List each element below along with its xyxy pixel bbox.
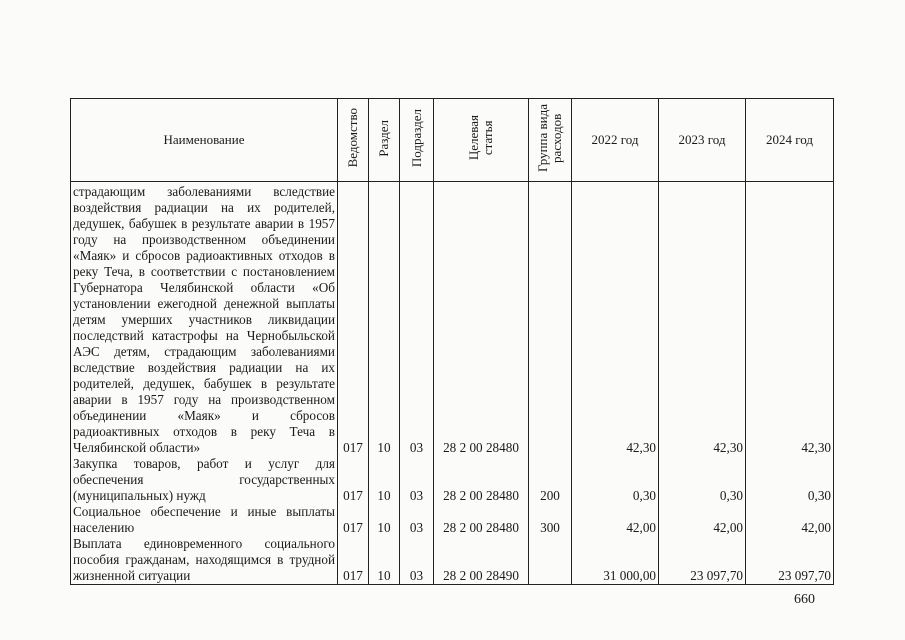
row-vedomstvo: 017 — [338, 182, 369, 457]
row-razdel: 10 — [369, 536, 400, 585]
row-value-2022: 0,30 — [572, 456, 659, 504]
header-year-2023: 2023 год — [659, 99, 746, 182]
row-vedomstvo: 017 — [338, 456, 369, 504]
row-vedomstvo: 017 — [338, 536, 369, 585]
row-value-2024: 23 097,70 — [746, 536, 834, 585]
row-razdel: 10 — [369, 182, 400, 457]
row-podrazdel: 03 — [400, 504, 434, 536]
table-row — [71, 456, 834, 504]
row-value-2023: 0,30 — [659, 456, 746, 504]
row-name: Закупка товаров, работ и услуг для обеспечения государственных (муниципальных) нужд — [71, 456, 338, 504]
table-row — [71, 536, 834, 585]
row-value-2022: 42,00 — [572, 504, 659, 536]
header-name: Наименование — [71, 99, 338, 182]
row-name: Социальное обеспечение и иные выплаты населению — [71, 504, 338, 536]
header-row — [71, 99, 834, 182]
header-razdel: Раздел — [369, 99, 400, 182]
row-gruppa — [529, 182, 572, 457]
row-gruppa: 200 — [529, 456, 572, 504]
row-value-2023: 42,30 — [659, 182, 746, 457]
header-vedomstvo: Ведомство — [338, 99, 369, 182]
header-gruppa-vida-rashodov: Группа вида расходов — [529, 99, 572, 182]
row-tselevaya-statya: 28 2 00 28480 — [434, 504, 529, 536]
row-tselevaya-statya: 28 2 00 28480 — [434, 182, 529, 457]
header-tselevaya-statya: Целевая статья — [434, 99, 529, 182]
table-row — [71, 182, 834, 457]
row-name: страдающим заболеваниями вследствие воздействия радиации на их родителей, дедушек, бабушек в результате аварии в 1957 году на производственном объединении «Маяк» и сбросов радиоактивных отходов в реку Теча, в соответствии с постановлением Губернатора Челябинской области «Об установлении ежегодной денежной выплаты детям умерших участников ликвидации последствий катастрофы на Чернобыльской АЭС детям, страдающим заболеваниями вследствие воздействия радиации на их родителей, дедушек, бабушек в результате аварии в 1957 году на производственном объединении «Маяк» и сбросов радиоактивных отходов в реку Теча в Челябинской области» — [71, 182, 338, 457]
row-podrazdel: 03 — [400, 456, 434, 504]
table-row — [71, 504, 834, 536]
row-value-2024: 42,00 — [746, 504, 834, 536]
row-value-2024: 0,30 — [746, 456, 834, 504]
page-number: 660 — [794, 592, 815, 607]
row-gruppa — [529, 536, 572, 585]
header-year-2024: 2024 год — [746, 99, 834, 182]
row-vedomstvo: 017 — [338, 504, 369, 536]
row-name: Выплата единовременного социального пособия гражданам, находящимся в трудной жизненной ситуации — [71, 536, 338, 585]
row-podrazdel: 03 — [400, 182, 434, 457]
row-tselevaya-statya: 28 2 00 28480 — [434, 456, 529, 504]
row-value-2023: 23 097,70 — [659, 536, 746, 585]
row-tselevaya-statya: 28 2 00 28490 — [434, 536, 529, 585]
budget-table — [70, 98, 834, 585]
row-value-2022: 42,30 — [572, 182, 659, 457]
row-gruppa: 300 — [529, 504, 572, 536]
header-year-2022: 2022 год — [572, 99, 659, 182]
row-razdel: 10 — [369, 456, 400, 504]
row-value-2023: 42,00 — [659, 504, 746, 536]
row-podrazdel: 03 — [400, 536, 434, 585]
row-value-2024: 42,30 — [746, 182, 834, 457]
row-razdel: 10 — [369, 504, 400, 536]
row-value-2022: 31 000,00 — [572, 536, 659, 585]
header-podrazdel: Подраздел — [400, 99, 434, 182]
